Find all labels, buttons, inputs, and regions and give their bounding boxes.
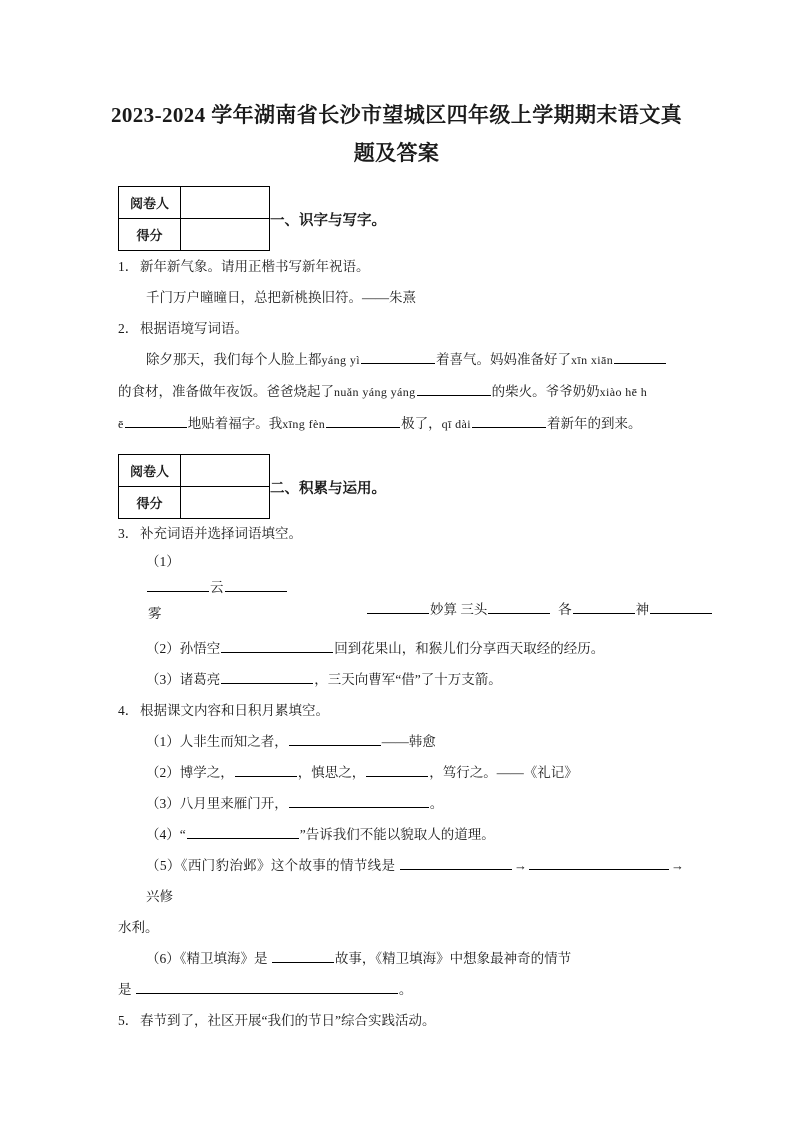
q4-sub1-blank[interactable] [289, 730, 381, 746]
q3-word-right-3: 各 [558, 602, 572, 617]
grader-label: 阅卷人 [119, 455, 181, 487]
q4-sub2-blank-1[interactable] [235, 761, 297, 777]
section-heading-two: 二、积累与运用。 [270, 481, 386, 497]
arrow-right-icon: → [671, 858, 685, 873]
q3-blank-b[interactable] [225, 576, 287, 592]
score-value[interactable] [181, 219, 270, 251]
q4-sub5-text-a: 《西门豹治邺》这个故事的情节线是 [180, 858, 396, 873]
q3-sub2-text-b: 回到花果山，和猴儿们分享西天取经的经历。 [334, 641, 605, 656]
q4-sub2-label: （2） [146, 765, 180, 780]
question-3 [0, 519, 793, 549]
question-1-quote: 千门万户曈曈日，总把新桃换旧符。——朱熹 [146, 290, 416, 305]
q4-sub6-text-a: 《精卫填海》是 [179, 951, 268, 966]
question-5-number: 5． [118, 1013, 139, 1028]
q4-sub4-quote-open: “ [179, 827, 186, 842]
score-table-section-two [118, 454, 270, 519]
q2-blank-5[interactable] [326, 412, 400, 428]
q3-blank-e[interactable] [573, 598, 635, 614]
page-title: 2023-2024 学年湖南省长沙市望城区四年级上学期期末语文真题及答案 [110, 103, 683, 165]
q2-pinyin-4-cont: ē [118, 417, 124, 431]
q3-word-right-4: 神 [635, 602, 650, 617]
question-4-sub-2 [0, 757, 793, 788]
q4-sub4-blank[interactable] [187, 823, 299, 839]
q4-sub1-text-b: ——韩愈 [381, 734, 436, 749]
section-one-header [0, 186, 793, 251]
q2-blank-6[interactable] [472, 412, 546, 428]
question-4-sub-4 [0, 819, 793, 850]
q2-pinyin-4: xiào hē h [599, 385, 648, 399]
q4-sub1-label: （1） [146, 734, 180, 749]
q2-text-b: 着喜气。妈妈准备好了 [435, 352, 571, 367]
q4-sub6-blank-1[interactable] [272, 947, 334, 963]
question-3-text: 补充词语并选择词语填空。 [140, 526, 302, 541]
q4-sub6-text-b: 故事，《精卫填海》中想象最神奇的情节 [334, 951, 572, 966]
question-1-number: 1． [118, 259, 139, 274]
q2-text-g: 着新年的到来。 [547, 416, 642, 431]
question-2 [0, 313, 793, 344]
question-2-body-line-3 [0, 408, 793, 440]
score-label: 得分 [119, 487, 181, 519]
q4-sub6-cont-b: 。 [398, 982, 413, 997]
q2-pinyin-2: xīn xiān [570, 353, 614, 367]
table-row [119, 219, 270, 251]
score-value[interactable] [181, 487, 270, 519]
q2-text-d: 的柴火。爷爷奶奶 [491, 384, 600, 399]
q2-pinyin-3: nuǎn yáng yáng [334, 385, 416, 399]
q4-sub2-blank-2[interactable] [366, 761, 428, 777]
question-4-sub-6 [0, 943, 793, 974]
question-4 [0, 695, 793, 726]
q2-text-f: 极了， [401, 416, 442, 431]
question-4-sub-5 [0, 850, 793, 912]
q3-blank-c[interactable] [367, 598, 429, 614]
question-5-text: 春节到了，社区开展“我们的节日”综合实践活动。 [140, 1013, 436, 1028]
q2-blank-3[interactable] [417, 380, 491, 396]
question-3-word-blanks [0, 575, 793, 633]
q4-sub2-text-c: ，笃行之。——《礼记》 [429, 765, 578, 780]
question-2-body-line-1 [0, 344, 793, 376]
q4-sub6-cont-a: 是 [118, 982, 132, 997]
question-2-text: 根据语境写词语。 [140, 321, 248, 336]
q3-sub3-text-b: ，三天向曹军“借”了十万支箭。 [314, 672, 502, 687]
q2-text-a: 除夕那天，我们每个人脸上都 [146, 352, 322, 367]
q4-sub2-text-b: ，慎思之， [297, 765, 366, 780]
grader-label: 阅卷人 [119, 187, 181, 219]
q4-sub5-label: （5） [146, 858, 181, 873]
q2-text-e: 地贴着福字。我 [187, 416, 283, 431]
q4-sub3-text-b: 。 [429, 796, 444, 811]
section-heading-one: 一、识字与写字。 [270, 213, 386, 229]
q3-word-right-2: 三头 [460, 602, 488, 617]
question-4-text: 根据课文内容和日积月累填空。 [140, 703, 329, 718]
q4-sub3-blank[interactable] [289, 792, 429, 808]
q3-sub3-text-a: 诸葛亮 [179, 672, 221, 687]
q4-sub5-text-b: 兴修 [146, 889, 173, 904]
q3-sub2-label: （2） [146, 641, 180, 656]
q4-sub3-label: （3） [146, 796, 180, 811]
table-row [119, 455, 270, 487]
q2-blank-1[interactable] [361, 348, 435, 364]
q3-blank-d[interactable] [488, 598, 550, 614]
table-row [119, 187, 270, 219]
grader-value[interactable] [181, 187, 270, 219]
grader-value[interactable] [181, 455, 270, 487]
question-4-sub-6-cont [0, 974, 793, 1005]
q4-sub5-blank-2[interactable] [529, 854, 669, 870]
q4-sub1-text-a: 人非生而知之者， [179, 734, 288, 749]
question-5 [0, 1005, 793, 1036]
q2-text-c: 的食材，准备做年夜饭。爸爸烧起了 [118, 384, 334, 399]
q3-sub3-label: （3） [146, 672, 180, 687]
q3-word-group-right [366, 597, 696, 623]
question-2-number: 2． [118, 321, 139, 336]
question-3-number: 3． [118, 526, 139, 541]
q3-sub2-text-a: 孙悟空 [179, 641, 221, 656]
q2-blank-2[interactable] [614, 348, 666, 364]
q3-word-left-mid: 云 [210, 580, 224, 595]
q2-pinyin-6: qī dài [441, 417, 471, 431]
q4-sub6-label: （6） [146, 951, 180, 966]
q3-blank-f[interactable] [650, 598, 712, 614]
question-1 [0, 251, 793, 282]
question-4-sub-1 [0, 726, 793, 757]
q2-pinyin-5: xīng fèn [282, 417, 326, 431]
question-3-sub-2 [0, 633, 793, 664]
question-4-number: 4． [118, 703, 139, 718]
q4-sub2-text-a: 博学之， [179, 765, 234, 780]
question-3-sub-3 [0, 664, 793, 695]
q4-sub3-text-a: 八月里来雁门开， [179, 796, 288, 811]
q4-sub4-text-b: ”告诉我们不能以貌取人的道理。 [299, 827, 495, 842]
q3-blank-a[interactable] [147, 576, 209, 592]
q2-blank-4[interactable] [125, 412, 187, 428]
q3-word-right-1: 妙算 [430, 602, 457, 617]
q3-sub2-blank[interactable] [221, 637, 333, 653]
section-two-header [0, 454, 793, 519]
q4-sub4-label: （4） [146, 827, 180, 842]
score-table-section-one [118, 186, 270, 251]
q2-pinyin-1: yáng yì [321, 353, 360, 367]
score-label: 得分 [119, 219, 181, 251]
q3-sub1-label: （1） [146, 554, 180, 569]
question-3-sub-1-label [0, 549, 793, 575]
question-4-sub-5-cont: 水利。 [118, 920, 159, 935]
q3-word-left-end: 雾 [148, 606, 162, 621]
question-1-text: 新年新气象。请用正楷书写新年祝语。 [140, 259, 370, 274]
q3-sub3-blank[interactable] [221, 668, 313, 684]
q4-sub6-blank-2[interactable] [136, 978, 398, 994]
question-4-sub-3 [0, 788, 793, 819]
q4-sub5-blank-1[interactable] [400, 854, 512, 870]
arrow-right-icon: → [514, 858, 528, 873]
table-row [119, 487, 270, 519]
question-2-body-line-2 [0, 376, 793, 408]
